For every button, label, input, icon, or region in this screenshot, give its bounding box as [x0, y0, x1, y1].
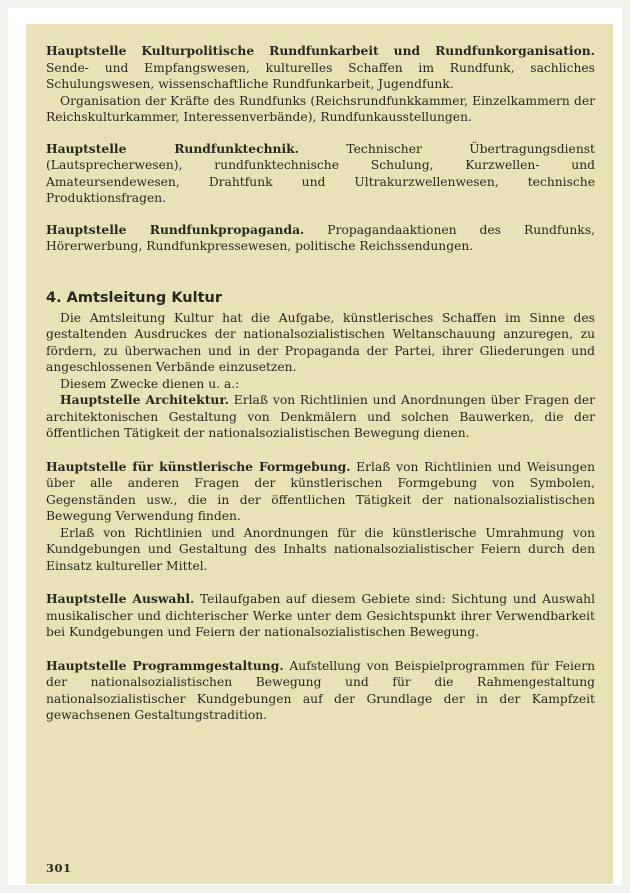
text-umrahmung: Erlaß von Richtlinien und Anordnungen für die künstlerische Umrahmung von Kundgebungen und Gestaltung des Inhalts nationalsozialistischer Feiern durch den Einsatz kultureller Mittel. — [46, 525, 595, 573]
text-rundfunktechnik: Technischer Übertragungsdienst (Lautsprecherwesen), rundfunktechnische Schulung, Kurzwellen- und Amateursendewesen, Drahtfunk und Ultrakurzwellenwesen, technische Produktionsfragen. — [46, 141, 595, 205]
text-rundfunkpropaganda: Propagandaaktionen des Rundfunks, Hörerwerbung, Rundfunkpressewesen, politische Reichssendungen. — [46, 222, 595, 253]
section-title: 4. Amtsleitung Kultur — [46, 289, 222, 306]
heading-programmgestaltung: Hauptstelle Programmgestaltung. — [46, 657, 284, 673]
page-number: 301 — [46, 860, 72, 875]
text-programmgestaltung: Aufstellung von Beispielprogrammen für Feiern der nationalsozialistischen Bewegung und für die Rahmengestaltung nationalsozialistischer Kundgebungen auf der Grundlage der in der Kampfzeit gewachsenen Gestaltungstradition. — [46, 658, 595, 722]
text-formgebung: Erlaß von Richtlinien und Weisungen über alle anderen Fragen der künstlerischen Formgebung von Symbolen, Gegenständen usw., die in der öffentlichen Tätigkeit der nationalsozialistischen Bewegung Verwendung finden. — [46, 459, 595, 523]
paragraph-rundfunkpropaganda — [46, 222, 595, 255]
heading-architektur: Hauptstelle Architektur. — [60, 392, 229, 407]
heading-rundfunktechnik: Hauptstelle Rundfunktechnik. — [46, 140, 299, 156]
paragraph-rundfunktechnik — [46, 141, 595, 207]
paragraph-organisation — [46, 93, 595, 126]
text-amtsleitung-aufgabe: Die Amtsleitung Kultur hat die Aufgabe, künstlerisches Schaffen im Sinne des gestaltenden Ausdruckes der nationalsozialistischen Weltanschauung anzuregen, zu fördern, zu überwachen und in der Propaganda der Partei, ihrer Gliederungen und angeschlossenen Verbände einzusetzen. — [46, 310, 595, 374]
text-diesem-zwecke: Diesem Zwecke dienen u. a.: — [60, 376, 240, 391]
paragraph-umrahmung — [46, 525, 595, 575]
paragraph-formgebung — [46, 459, 595, 525]
document-page — [26, 24, 613, 884]
paragraph-diesem-zwecke — [46, 376, 595, 393]
text-organisation: Organisation der Kräfte des Rundfunks (Reichsrundfunkkammer, Einzelkammern der Reichskulturkammer, Interessenverbände), Rundfunkausstellungen. — [46, 93, 595, 124]
paragraph-programmgestaltung — [46, 658, 595, 724]
heading-rundfunkpropaganda: Hauptstelle Rundfunkpropaganda. — [46, 221, 305, 237]
heading-kulturpolitische-rundfunkarbeit: Hauptstelle Kulturpolitische Rundfunkarbeit und Rundfunkorganisation. — [46, 43, 595, 58]
paragraph-kulturpolitische-rundfunkarbeit — [46, 43, 595, 93]
paragraph-amtsleitung-aufgabe — [46, 310, 595, 376]
text-kulturpolitische-rundfunkarbeit: Sende- und Empfangswesen, kulturelles Schaffen im Rundfunk, sachliches Schulungswesen, wissenschaftliche Rundfunkarbeit, Jugendfunk. — [46, 60, 595, 91]
paragraph-architektur — [46, 392, 595, 442]
text-auswahl: Teilaufgaben auf diesem Gebiete sind: Sichtung und Auswahl musikalischer und dichterischer Werke unter dem Gesichtspunkt ihrer Verwendbarkeit bei Kundgebungen und Feiern der nationalsozialistischen Bewegung. — [46, 592, 595, 639]
heading-formgebung: Hauptstelle für künstlerische Formgebung. — [46, 458, 351, 474]
text-architektur: Erlaß von Richtlinien und Anordnungen über Fragen der architektonischen Gestaltung von Denkmälern und solchen Bauwerken, die der öffentlichen Tätigkeit der nationalsozialistischen Bewegung dienen. — [46, 393, 595, 440]
scan-sheet — [8, 8, 622, 885]
heading-auswahl: Hauptstelle Auswahl. — [46, 591, 195, 606]
paragraph-auswahl — [46, 591, 595, 641]
